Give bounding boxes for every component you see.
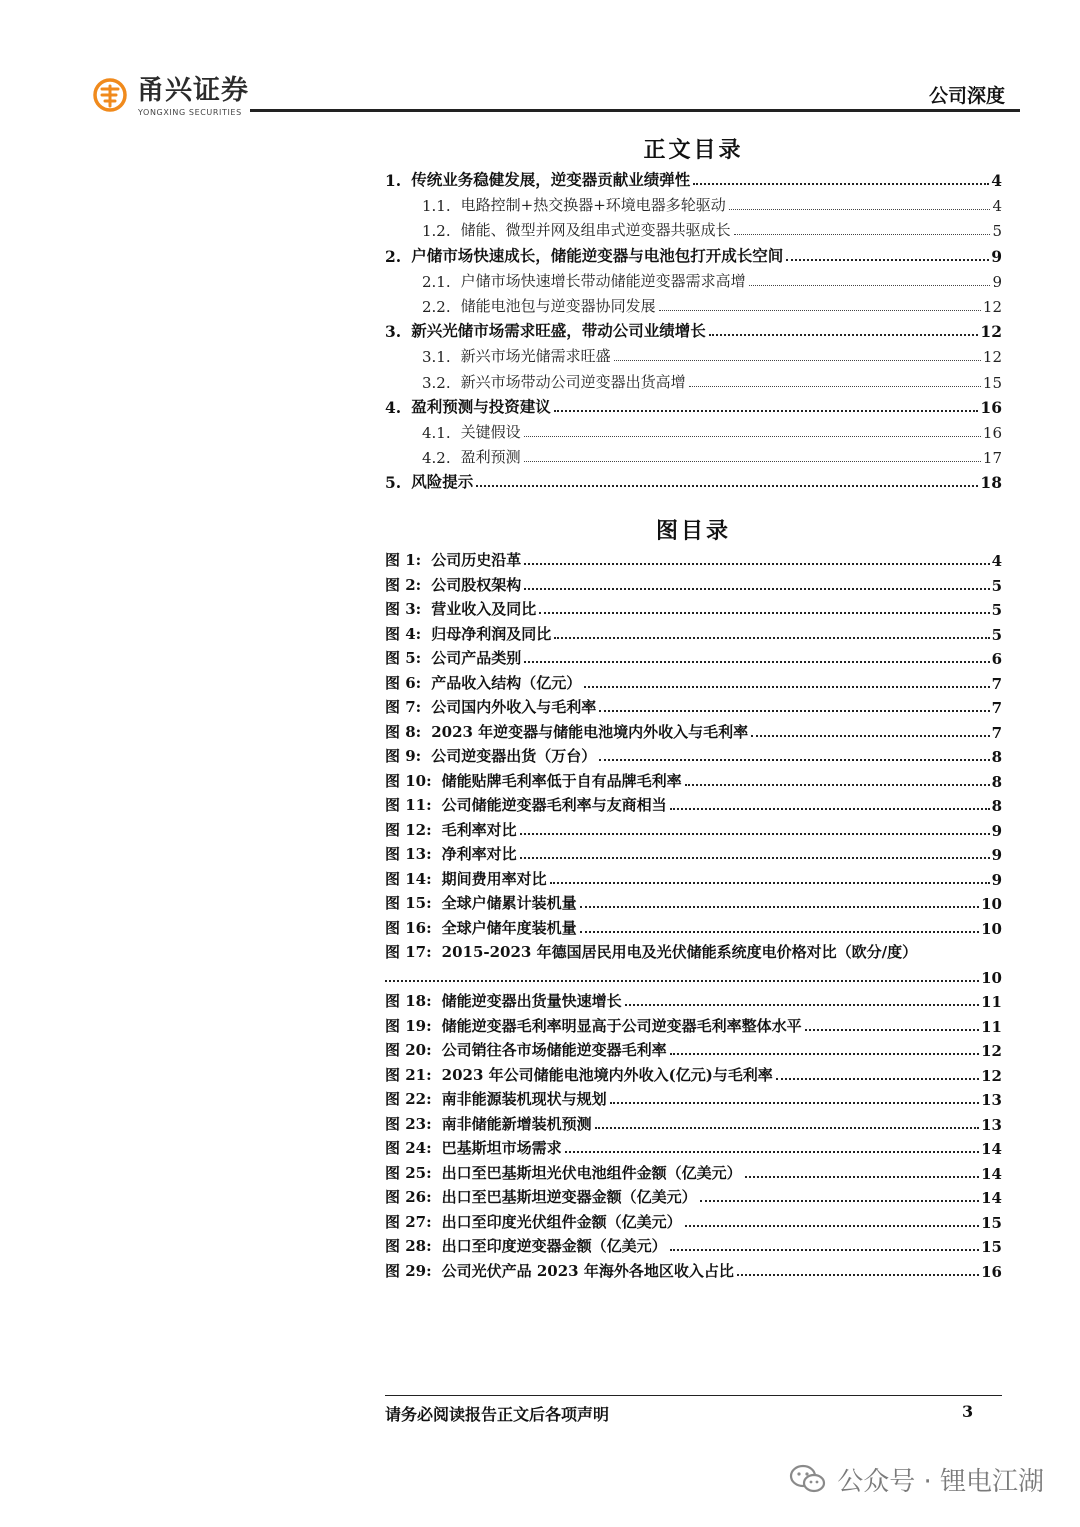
logo-name: 甬兴证券	[137, 75, 249, 106]
entry-number: 图 2:	[385, 575, 422, 594]
dot-leader	[595, 1127, 979, 1129]
footer-divider	[385, 1395, 1002, 1396]
entry-page: 5	[992, 222, 1002, 241]
dot-leader	[524, 436, 981, 437]
entry-number: 2.1.	[422, 272, 451, 291]
entry-number: 图 23:	[385, 1114, 432, 1133]
entry-page: 9	[991, 821, 1002, 840]
entry-number: 图 4:	[385, 624, 422, 643]
entry-title: 出口至印度光伏组件金额（亿美元）	[441, 1212, 682, 1231]
toc-section-entry[interactable]	[385, 392, 1002, 417]
entry-title: 营业收入及同比	[431, 600, 537, 618]
entry-page: 6	[991, 650, 1002, 668]
entry-title: 出口至巴基斯坦光伏电池组件金额（亿美元）	[441, 1163, 742, 1182]
toc-section-entry[interactable]	[385, 165, 1002, 190]
toc-subsection-entry[interactable]	[385, 291, 1002, 316]
dot-leader	[805, 1029, 979, 1031]
entry-page: 9	[991, 846, 1002, 864]
figure-entry[interactable]	[385, 1256, 1002, 1281]
entry-number: 图 3:	[385, 600, 422, 618]
entry-title: 储能贴牌毛利率低于自有品牌毛利率	[441, 771, 682, 790]
entry-number: 图 26:	[385, 1188, 432, 1206]
figure-entry[interactable]	[385, 741, 1002, 766]
entry-number: 图 8:	[385, 722, 422, 741]
figure-entry[interactable]	[385, 864, 1002, 889]
entry-title: 公司国内外收入与毛利率	[431, 698, 597, 716]
toc-subsection-entry[interactable]	[385, 266, 1002, 291]
entry-number: 1.1.	[422, 197, 451, 216]
entry-number: 图 16:	[385, 918, 432, 937]
entry-page: 13	[981, 1115, 1002, 1134]
disclaimer-notice: 请务必阅读报告正文后各项声明	[385, 1405, 610, 1424]
entry-number: 2.	[385, 246, 402, 266]
figure-entry[interactable]	[385, 545, 1002, 570]
toc-title: 正文目录	[643, 137, 744, 163]
figure-entry[interactable]	[385, 888, 1002, 913]
entry-title: 期间费用率对比	[441, 869, 547, 888]
entry-title: 巴基斯坦市场需求	[441, 1139, 562, 1157]
toc-subsection-entry[interactable]	[385, 190, 1002, 215]
entry-number: 图 29:	[385, 1261, 432, 1280]
dot-leader	[520, 857, 990, 859]
figure-entry[interactable]	[385, 594, 1002, 619]
dot-leader	[786, 259, 989, 261]
entry-number: 1.	[385, 171, 402, 190]
entry-number: 3.2.	[422, 373, 451, 392]
entry-page: 15	[982, 373, 1002, 392]
dot-leader	[685, 784, 990, 786]
dot-leader	[550, 882, 990, 884]
entry-number: 图 20:	[385, 1041, 432, 1059]
entry-page: 18	[980, 473, 1002, 493]
entry-title: 公司储能逆变器毛利率与友商相当	[441, 796, 667, 814]
entry-page: 14	[981, 1189, 1002, 1207]
entry-number: 4.	[385, 397, 402, 417]
figure-entry[interactable]	[385, 692, 1002, 717]
entry-number: 4.1.	[422, 424, 451, 442]
dot-leader	[524, 563, 989, 565]
entry-page: 8	[991, 797, 1002, 815]
figure-entry[interactable]	[385, 986, 1002, 1011]
entry-title: 新兴市场光储需求旺盛	[460, 347, 611, 366]
entry-page: 4	[991, 552, 1002, 570]
entry-title: 南非储能新增装机预测	[441, 1114, 592, 1133]
entry-page: 13	[981, 1091, 1002, 1109]
entry-number: 图 28:	[385, 1237, 432, 1255]
dot-leader	[580, 931, 979, 933]
dot-leader	[709, 334, 979, 336]
entry-page: 12	[981, 1066, 1002, 1085]
page-header	[90, 75, 1020, 125]
entry-title: 南非能源装机现状与规划	[441, 1090, 607, 1108]
entry-number: 图 15:	[385, 894, 432, 912]
entry-title: 新兴光储市场需求旺盛，带动公司业绩增长	[411, 321, 706, 341]
figure-entry-continued[interactable]	[385, 962, 1002, 987]
entry-title: 公司逆变器出货（万台）	[431, 747, 597, 765]
figure-entry[interactable]	[385, 1158, 1002, 1183]
dot-leader	[700, 1200, 979, 1202]
entry-title: 公司历史沿革	[431, 551, 522, 569]
entry-number: 图 11:	[385, 796, 432, 814]
entry-title: 全球户储年度装机量	[441, 918, 577, 937]
dot-leader	[554, 637, 989, 639]
entry-number: 图 13:	[385, 845, 432, 863]
dot-leader	[670, 808, 990, 810]
entry-number: 1.2.	[422, 222, 451, 241]
entry-page: 7	[991, 674, 1002, 693]
dot-leader	[599, 710, 989, 712]
toc-section-entry[interactable]	[385, 467, 1002, 492]
entry-number: 图 25:	[385, 1163, 432, 1182]
entry-title: 净利率对比	[441, 845, 517, 863]
entry-page: 9	[991, 870, 1002, 889]
dot-leader	[614, 360, 981, 361]
entry-title: 关键假设	[460, 423, 521, 441]
page-number: 3	[962, 1402, 974, 1421]
dot-leader	[685, 1225, 979, 1227]
entry-page: 7	[991, 699, 1002, 717]
dot-leader	[524, 661, 989, 663]
entry-number: 图 14:	[385, 869, 432, 888]
entry-page: 14	[981, 1140, 1002, 1158]
entry-title: 公司股权架构	[431, 575, 522, 594]
entry-page: 12	[981, 1042, 1002, 1060]
figure-entry[interactable]	[385, 668, 1002, 693]
entry-page: 5	[991, 576, 1002, 595]
entry-page: 8	[991, 748, 1002, 766]
entry-number: 图 18:	[385, 992, 432, 1010]
entry-title: 户储市场快速增长带动储能逆变器需求高增	[460, 271, 746, 290]
entry-number: 图 22:	[385, 1090, 432, 1108]
entry-title: 电路控制+热交换器+环境电器多轮驱动	[460, 196, 726, 215]
entry-title: 公司光伏产品 2023 年海外各地区收入占比	[441, 1261, 734, 1280]
dot-leader	[776, 1078, 979, 1080]
dot-leader	[659, 310, 981, 311]
dot-leader	[554, 410, 979, 412]
entry-title: 传统业务稳健发展，逆变器贡献业绩弹性	[411, 170, 691, 189]
toc-subsection-entry[interactable]	[385, 367, 1002, 392]
figure-entry[interactable]	[385, 790, 1002, 815]
figure-entry[interactable]	[385, 570, 1002, 595]
entry-title: 出口至巴基斯坦逆变器金额（亿美元）	[441, 1188, 697, 1206]
wechat-icon	[789, 1464, 827, 1494]
entry-page: 14	[981, 1164, 1002, 1183]
figure-entry[interactable]	[385, 1060, 1002, 1085]
figure-list-title: 图目录	[655, 518, 731, 544]
dot-leader	[749, 285, 991, 286]
entry-page: 5	[991, 625, 1002, 644]
dot-leader	[524, 588, 989, 590]
figure-entry[interactable]	[385, 1109, 1002, 1134]
yongxing-logo-icon	[93, 78, 127, 112]
toc-subsection-entry[interactable]	[385, 341, 1002, 366]
entry-title: 风险提示	[411, 472, 474, 492]
entry-number: 图 7:	[385, 698, 422, 716]
figure-entry[interactable]	[385, 643, 1002, 668]
dot-leader	[524, 461, 981, 462]
figure-entry[interactable]	[385, 839, 1002, 864]
entry-number: 图 10:	[385, 771, 432, 790]
watermark-text: 公众号 · 锂电江湖	[837, 1466, 1044, 1497]
dot-leader	[385, 980, 979, 982]
dot-leader	[751, 735, 989, 737]
dot-leader	[734, 234, 991, 235]
dot-leader	[693, 183, 989, 185]
entry-number: 3.	[385, 322, 402, 342]
entry-page: 7	[991, 723, 1002, 742]
entry-number: 2.2.	[422, 298, 451, 316]
dot-leader	[625, 1004, 979, 1006]
figure-entry[interactable]	[385, 1207, 1002, 1232]
entry-number: 图 9:	[385, 747, 422, 765]
entry-title: 产品收入结构（亿元）	[431, 673, 582, 692]
figure-entry[interactable]	[385, 1035, 1002, 1060]
figure-entry[interactable]	[385, 1231, 1002, 1256]
entry-title: 新兴市场带动公司逆变器出货高增	[460, 372, 686, 391]
entry-page: 5	[991, 601, 1002, 619]
figure-entry[interactable]	[385, 815, 1002, 840]
entry-title: 盈利预测	[460, 448, 521, 467]
entry-title: 储能逆变器出货量快速增长	[441, 992, 622, 1010]
toc-subsection-entry[interactable]	[385, 417, 1002, 442]
entry-page: 15	[981, 1213, 1002, 1232]
entry-title: 出口至印度逆变器金额（亿美元）	[441, 1237, 667, 1255]
entry-page: 12	[982, 348, 1002, 367]
figure-entry[interactable]	[385, 766, 1002, 791]
dot-leader	[670, 1249, 979, 1251]
entry-number: 5.	[385, 473, 402, 493]
dot-leader	[539, 612, 989, 614]
dot-leader	[580, 906, 979, 908]
entry-title: 2023 年逆变器与储能电池境内外收入与毛利率	[431, 722, 749, 741]
entry-title: 公司产品类别	[431, 649, 522, 667]
figure-entry[interactable]	[385, 619, 1002, 644]
figure-entry[interactable]	[385, 1084, 1002, 1109]
figure-entry[interactable]	[385, 1133, 1002, 1158]
entry-page: 17	[982, 449, 1002, 468]
entry-page: 15	[981, 1238, 1002, 1256]
report-type-tag: 公司深度	[928, 85, 1005, 107]
entry-page: 11	[981, 993, 1002, 1011]
entry-title: 储能逆变器毛利率明显高于公司逆变器毛利率整体水平	[441, 1016, 802, 1035]
figure-entry[interactable]	[385, 937, 1002, 962]
entry-title: 2015-2023 年德国居民用电及光伏储能系统度电价格对比（欧分/度）	[441, 943, 918, 961]
toc-subsection-entry[interactable]	[385, 442, 1002, 467]
entry-title: 盈利预测与投资建议	[411, 396, 551, 416]
entry-title: 全球户储累计装机量	[441, 894, 577, 912]
figure-entry[interactable]	[385, 1182, 1002, 1207]
entry-page: 16	[980, 397, 1002, 417]
dot-leader	[737, 1274, 979, 1276]
entry-page: 12	[982, 298, 1002, 316]
dot-leader	[584, 686, 989, 688]
entry-number: 图 21:	[385, 1065, 432, 1084]
entry-number: 图 6:	[385, 673, 422, 692]
entry-title: 毛利率对比	[441, 820, 517, 839]
entry-number: 图 1:	[385, 551, 422, 569]
entry-title: 公司销往各市场储能逆变器毛利率	[441, 1041, 667, 1059]
dot-leader	[476, 485, 978, 487]
logo-english-name: YONGXING SECURITIES	[138, 108, 242, 117]
entry-title: 归母净利润及同比	[431, 624, 552, 643]
toc-section-entry[interactable]	[385, 241, 1002, 266]
entry-page: 16	[981, 1262, 1002, 1281]
entry-number: 图 17:	[385, 943, 432, 961]
entry-number: 3.1.	[422, 348, 451, 367]
figure-entry[interactable]	[385, 717, 1002, 742]
figure-entry[interactable]	[385, 913, 1002, 938]
entry-page: 11	[981, 1017, 1002, 1036]
entry-title: 储能、微型并网及组串式逆变器共驱成长	[460, 221, 731, 240]
entry-title: 户储市场快速成长，储能逆变器与电池包打开成长空间	[411, 245, 784, 265]
entry-page: 9	[992, 272, 1002, 291]
entry-page: 16	[982, 424, 1002, 442]
dot-leader	[520, 833, 990, 835]
dot-leader	[565, 1151, 979, 1153]
entry-number: 图 12:	[385, 820, 432, 839]
entry-page: 4	[991, 171, 1002, 190]
wechat-watermark	[789, 1459, 1044, 1499]
entry-page: 10	[981, 895, 1002, 913]
dot-leader	[689, 386, 981, 387]
header-divider	[250, 109, 1020, 112]
figure-entry[interactable]	[385, 1011, 1002, 1036]
entry-number: 图 27:	[385, 1212, 432, 1231]
entry-page: 12	[980, 322, 1002, 342]
entry-title: 2023 年公司储能电池境内外收入(亿元)与毛利率	[441, 1065, 773, 1084]
entry-number: 图 24:	[385, 1139, 432, 1157]
dot-leader	[745, 1176, 979, 1178]
entry-number: 图 5:	[385, 649, 422, 667]
dot-leader	[599, 759, 989, 761]
entry-page: 4	[992, 197, 1002, 216]
dot-leader	[729, 209, 991, 210]
entry-page: 10	[981, 968, 1002, 987]
entry-title: 储能电池包与逆变器协同发展	[460, 297, 656, 315]
entry-page: 9	[991, 246, 1002, 266]
toc-subsection-entry[interactable]	[385, 215, 1002, 240]
toc-section-entry[interactable]	[385, 316, 1002, 341]
dot-leader	[670, 1053, 979, 1055]
entry-page: 8	[991, 772, 1002, 791]
entry-number: 4.2.	[422, 449, 451, 468]
entry-number: 图 19:	[385, 1016, 432, 1035]
dot-leader	[610, 1102, 979, 1104]
entry-page: 10	[981, 919, 1002, 938]
